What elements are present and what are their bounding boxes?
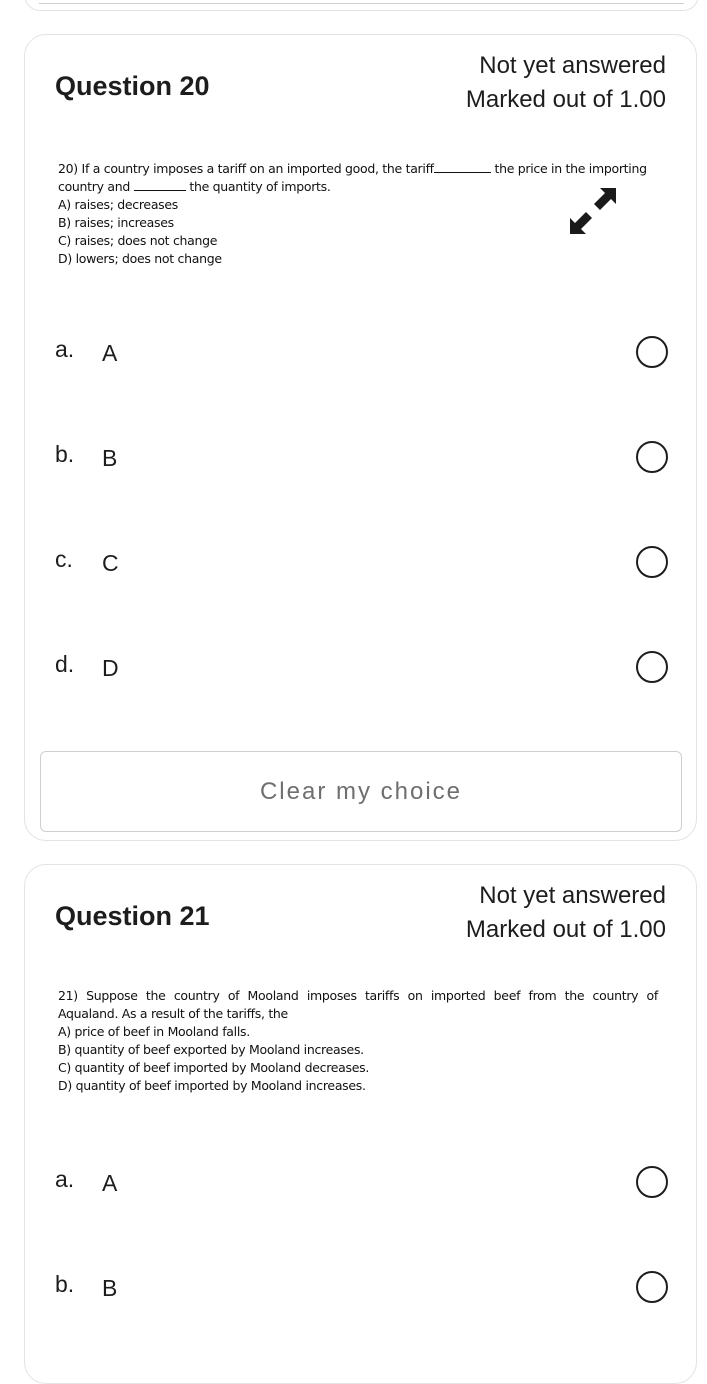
option-letter: b. (55, 1271, 75, 1297)
option-label: A (102, 340, 118, 366)
image-option-c: C) quantity of beef imported by Mooland decreases. (58, 1060, 369, 1075)
answer-option-a[interactable] (55, 1166, 668, 1206)
answer-blank (134, 178, 186, 191)
answer-state: Not yet answered (479, 52, 666, 79)
question-line-1: 21) Suppose the country of Mooland imposes tariffs on imported beef from the country of (58, 988, 658, 1003)
option-label: B (102, 1275, 118, 1301)
question-title: Question 20 (55, 71, 210, 101)
radio-button[interactable] (636, 336, 668, 368)
option-letter: c. (55, 546, 73, 572)
image-option-a: A) raises; decreases (58, 197, 179, 212)
image-option-d: D) quantity of beef imported by Mooland increases. (58, 1078, 366, 1093)
image-option-a: A) price of beef in Mooland falls. (58, 1024, 250, 1039)
question-text-part: the quantity of imports. (189, 179, 331, 194)
answer-option-b[interactable] (55, 1271, 668, 1311)
option-label: B (102, 445, 118, 471)
answer-option-c[interactable] (55, 546, 668, 586)
image-option-c: C) raises; does not change (58, 233, 218, 248)
option-label: D (102, 655, 119, 681)
question-title: Question 21 (55, 901, 210, 931)
question-text-part: the price in the importing (494, 161, 647, 176)
image-option-b: B) raises; increases (58, 215, 174, 230)
answer-option-a[interactable] (55, 336, 668, 376)
expand-arrows-icon[interactable] (570, 188, 618, 241)
option-letter: a. (55, 336, 75, 362)
clear-choice-button[interactable]: Clear my choice (40, 751, 682, 832)
radio-button[interactable] (636, 1271, 668, 1303)
max-mark: Marked out of 1.00 (465, 916, 666, 943)
option-letter: a. (55, 1166, 75, 1192)
question-status (466, 879, 666, 947)
max-mark: Marked out of 1.00 (465, 86, 666, 113)
previous-question-card (24, 0, 699, 11)
question-line-2: Aqualand. As a result of the tariffs, the (58, 1006, 288, 1021)
option-letter: d. (55, 651, 75, 677)
image-option-b: B) quantity of beef exported by Mooland increases. (58, 1042, 364, 1057)
answer-state: Not yet answered (479, 882, 666, 909)
question-text-part: country and (58, 179, 130, 194)
option-letter: b. (55, 441, 75, 467)
question-card-21 (24, 864, 697, 1384)
option-label: A (102, 1170, 118, 1196)
answer-blank (434, 160, 491, 173)
image-option-d: D) lowers; does not change (58, 251, 222, 266)
answer-option-b[interactable] (55, 441, 668, 481)
question-text-part: 20) If a country imposes a tariff on an imported good, the tariff (58, 161, 434, 176)
radio-button[interactable] (636, 546, 668, 578)
radio-button[interactable] (636, 441, 668, 473)
question-card-20 (24, 34, 697, 841)
answer-option-d[interactable] (55, 651, 668, 691)
radio-button[interactable] (636, 1166, 668, 1198)
option-label: C (102, 550, 119, 576)
question-image (58, 987, 658, 1095)
question-line-1 (58, 160, 668, 178)
radio-button[interactable] (636, 651, 668, 683)
question-status (466, 49, 666, 117)
